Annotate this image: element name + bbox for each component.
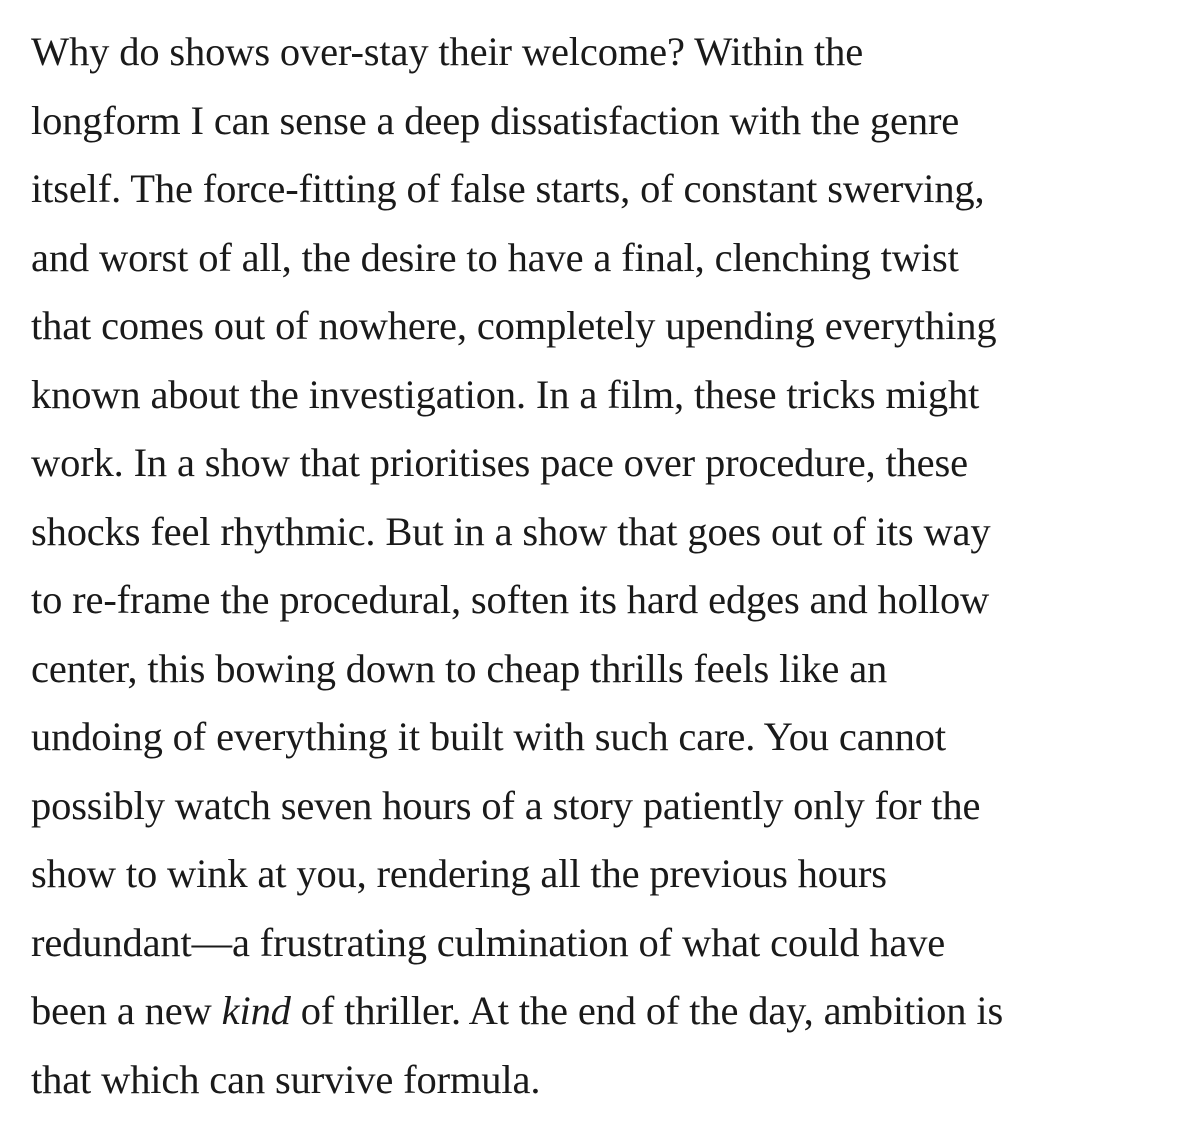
text-line-10: center, this bowing down to cheap thrills feels like an bbox=[31, 645, 888, 691]
text-line-12: possibly watch seven hours of a story patiently only for the bbox=[31, 782, 981, 828]
text-line-3: itself. The force-fitting of false starts, of constant swerving, bbox=[31, 166, 985, 211]
article-paragraph bbox=[31, 18, 1161, 1114]
text-line-4: and worst of all, the desire to have a final, clenching twist bbox=[31, 234, 959, 280]
text-line-7: work. In a show that prioritises pace over procedure, these bbox=[31, 440, 968, 485]
text-line-1: Why do shows over-stay their welcome? Within the bbox=[31, 29, 864, 74]
text-line-5: that comes out of nowhere, completely upending everything bbox=[31, 303, 997, 348]
text-line-6: known about the investigation. In a film, these tricks might bbox=[31, 371, 980, 417]
text-segment: of thriller. At the end of the day, ambition is bbox=[290, 988, 1004, 1033]
text-line-2: longform I can sense a deep dissatisfaction with the genre bbox=[31, 97, 960, 143]
text-line-15 bbox=[31, 977, 1161, 1046]
text-line-13: show to wink at you, rendering all the previous hours bbox=[31, 851, 887, 896]
text-line-8: shocks feel rhythmic. But in a show that goes out of its way bbox=[31, 508, 991, 554]
text-segment: been a new bbox=[31, 988, 222, 1033]
text-line-14: redundant—a frustrating culmination of what could have bbox=[31, 919, 946, 965]
text-line-16: that which can survive formula. bbox=[31, 1056, 541, 1102]
italic-emphasis: kind bbox=[221, 988, 291, 1033]
text-line-11: undoing of everything it built with such care. You cannot bbox=[31, 714, 946, 759]
text-line-9: to re-frame the procedural, soften its hard edges and hollow bbox=[31, 577, 990, 622]
